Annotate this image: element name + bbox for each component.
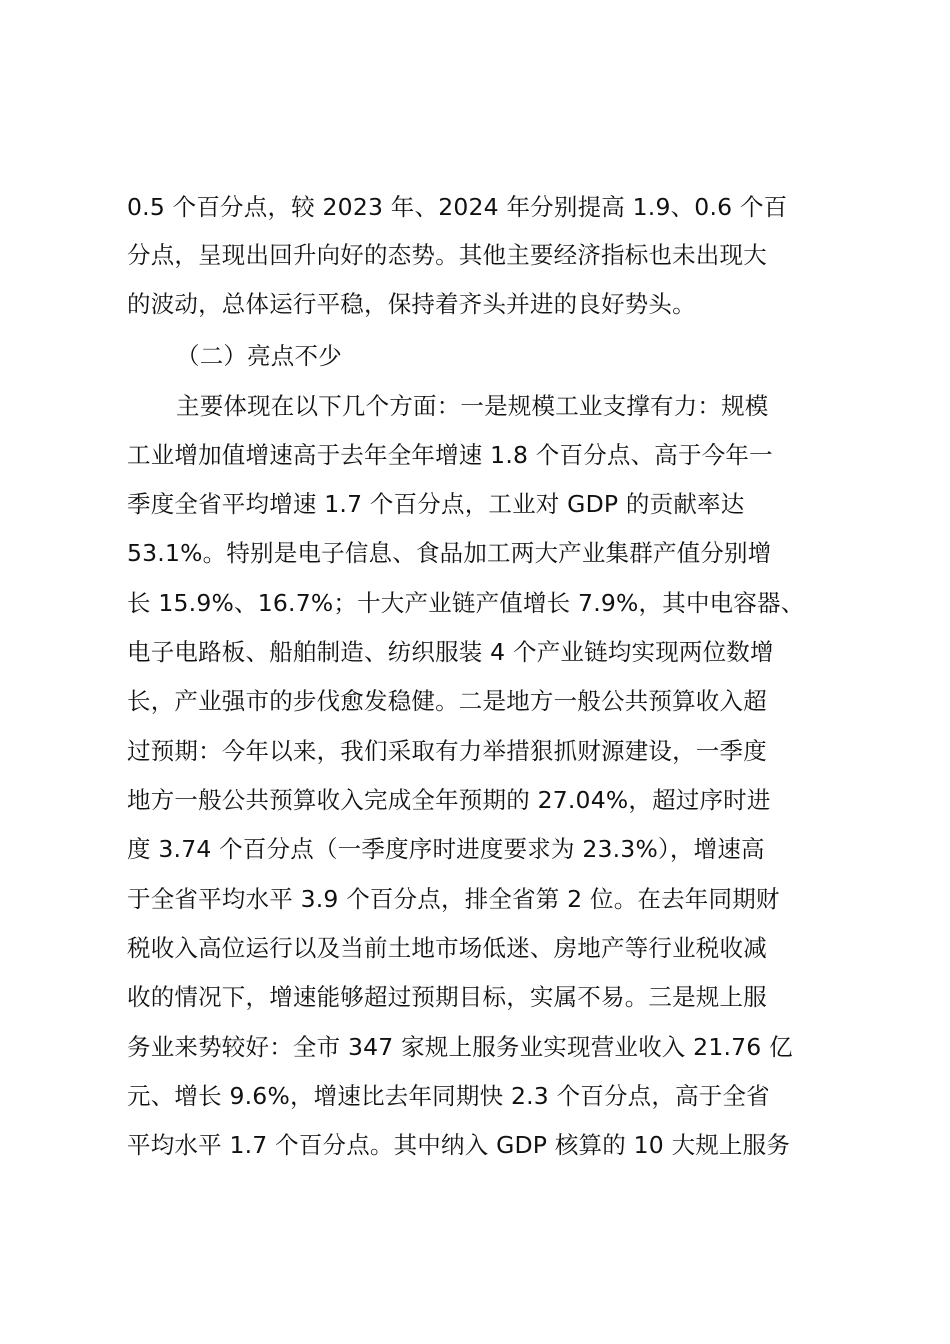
text-line: 53.1%。特别是电子信息、食品加工两大产业集群产值分别增 <box>127 539 772 567</box>
text-line: 工业增加值增速高于去年全年增速 1.8 个百分点、高于今年一 <box>127 441 773 469</box>
text-line: 分点，呈现出回升向好的态势。其他主要经济指标也未出现大 <box>127 241 767 269</box>
paragraph-first-line: 主要体现在以下几个方面：一是规模工业支撑有力：规模 <box>176 392 769 420</box>
text-line: 0.5 个百分点，较 2023 年、2024 年分别提高 1.9、0.6 个百 <box>127 193 788 221</box>
text-line: 度 3.74 个百分点（一季度序时进度要求为 23.3%），增速高 <box>127 835 765 863</box>
text-line: 务业来势较好：全市 347 家规上服务业实现营业收入 21.76 亿 <box>127 1033 793 1061</box>
text-line: 季度全省平均增速 1.7 个百分点，工业对 GDP 的贡献率达 <box>127 490 745 518</box>
text-line: 元、增长 9.6%，增速比去年同期快 2.3 个百分点，高于全省 <box>127 1082 770 1110</box>
text-line: 过预期：今年以来，我们采取有力举措狠抓财源建设，一季度 <box>127 737 767 765</box>
text-line: 平均水平 1.7 个百分点。其中纳入 GDP 核算的 10 大规上服务 <box>127 1131 791 1159</box>
text-line: 长，产业强市的步伐愈发稳健。二是地方一般公共预算收入超 <box>127 687 767 715</box>
text-line: 于全省平均水平 3.9 个百分点，排全省第 2 位。在去年同期财 <box>127 885 780 913</box>
text-line: 收的情况下，增速能够超过预期目标，实属不易。三是规上服 <box>127 983 767 1011</box>
text-line: 税收入高位运行以及当前土地市场低迷、房地产等行业税收减 <box>127 934 767 962</box>
section-heading: （二）亮点不少 <box>176 342 342 370</box>
text-line: 地方一般公共预算收入完成全年预期的 27.04%，超过序时进 <box>127 786 771 814</box>
text-line: 的波动，总体运行平稳，保持着齐头并进的良好势头。 <box>127 290 696 318</box>
text-line: 长 15.9%、16.7%；十大产业链产值增长 7.9%，其中电容器、 <box>127 589 805 617</box>
text-line: 电子电路板、船舶制造、纺织服装 4 个产业链均实现两位数增 <box>127 638 774 666</box>
